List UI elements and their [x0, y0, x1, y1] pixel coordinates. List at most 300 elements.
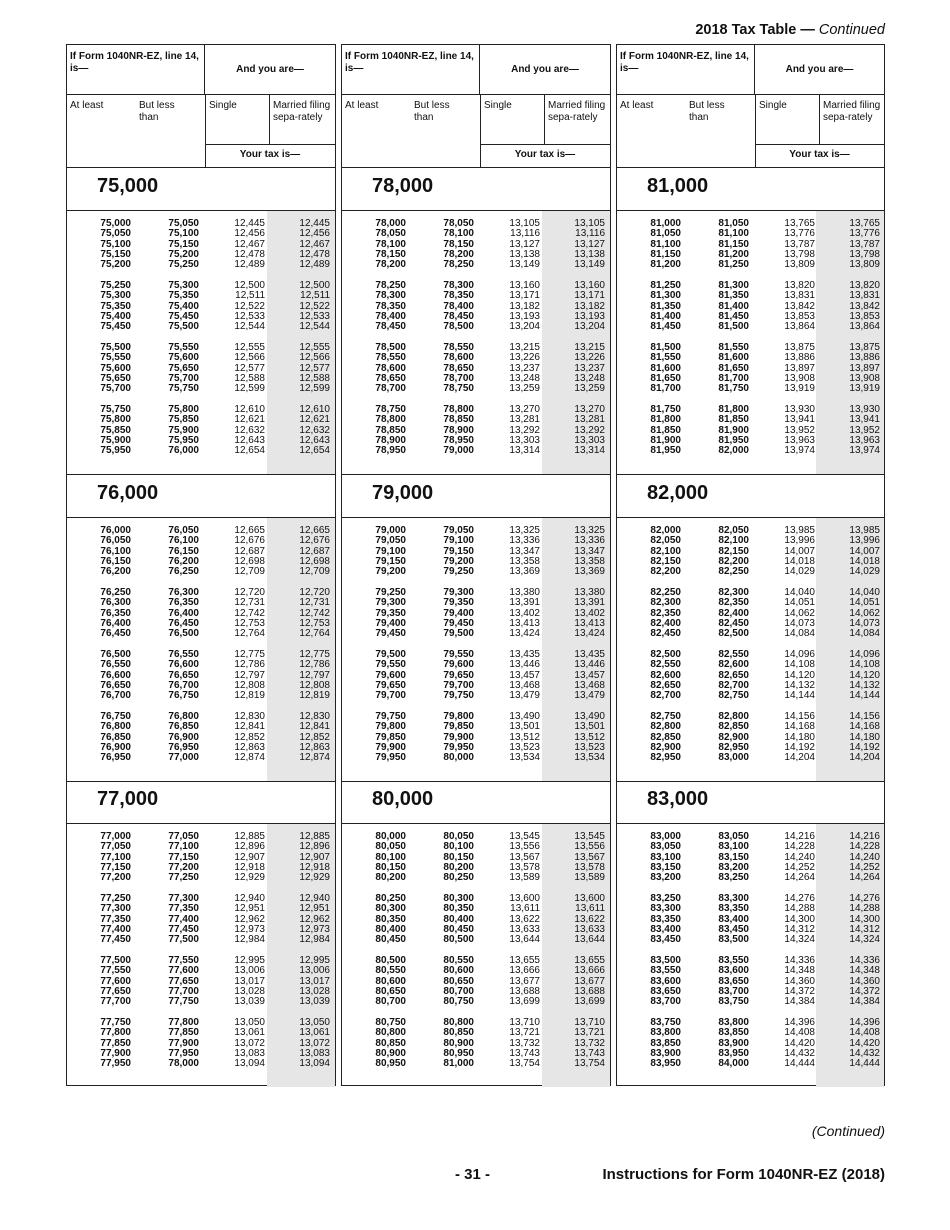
at-least-value: 83,200: [650, 872, 681, 884]
single-tax-value: 12,775: [234, 649, 265, 660]
single-tax-value: 13,523: [509, 741, 540, 753]
but-less-than-value: 77,500: [168, 934, 199, 946]
single-tax-value: 13,974: [784, 445, 815, 457]
but-less-than-value: 78,800: [443, 404, 474, 415]
but-less-than-value: 76,400: [168, 607, 199, 619]
married-separate-tax-value: 12,896: [299, 841, 330, 853]
at-least-value: 81,850: [650, 424, 681, 436]
but-less-than-value: 78,750: [443, 383, 474, 395]
but-less-than-value: 80,650: [443, 975, 474, 987]
at-least-value: 80,150: [375, 861, 406, 873]
but-less-than-value: 79,000: [443, 445, 474, 457]
married-separate-tax-value: 13,226: [574, 352, 605, 364]
at-least-value: 77,500: [100, 955, 131, 966]
married-separate-tax-value: 13,809: [849, 259, 880, 271]
row-group: [67, 894, 335, 945]
but-less-than-value: 77,750: [168, 996, 199, 1008]
single-tax-value: 12,577: [234, 362, 265, 374]
but-less-than-value: 75,500: [168, 321, 199, 333]
single-tax-value: 13,776: [784, 228, 815, 240]
at-least-value: 76,100: [100, 545, 131, 557]
single-tax-value: 14,040: [784, 587, 815, 598]
married-separate-tax-value: 14,300: [849, 913, 880, 925]
married-separate-tax-value: 12,665: [299, 525, 330, 536]
table-row: [67, 873, 335, 883]
at-least-value: 80,750: [375, 1017, 406, 1028]
but-less-than-value: 83,450: [718, 923, 749, 935]
married-separate-tax-value: 14,408: [849, 1027, 880, 1039]
at-least-value: 80,900: [375, 1047, 406, 1059]
married-separate-tax-value: 14,096: [849, 649, 880, 660]
married-separate-tax-value: 13,578: [574, 861, 605, 873]
but-less-than-value: 79,750: [443, 690, 474, 702]
married-separate-tax-value: 12,654: [299, 445, 330, 457]
if-form-label: If Form 1040NR-EZ, line 14, is—: [67, 45, 205, 95]
single-tax-value: 12,830: [234, 711, 265, 722]
single-tax-value: 13,567: [509, 851, 540, 863]
table-column: [341, 44, 611, 1086]
married-separate-tax-value: 13,193: [574, 310, 605, 322]
single-tax-value: 13,765: [784, 218, 815, 229]
married-separate-tax-value: 14,084: [849, 628, 880, 640]
but-less-than-value: 83,400: [718, 913, 749, 925]
but-less-than-value: 82,200: [718, 555, 749, 567]
at-least-value: 83,500: [650, 955, 681, 966]
but-less-than-value: 75,950: [168, 434, 199, 446]
but-less-than-value: 76,350: [168, 597, 199, 609]
row-group: [617, 1018, 884, 1069]
at-least-value: 83,650: [650, 985, 681, 997]
tax-table: [66, 44, 885, 1086]
but-less-than-value: 76,000: [168, 445, 199, 457]
but-less-than-value: 76,950: [168, 741, 199, 753]
single-tax-value: 14,204: [784, 752, 815, 764]
at-least-value: 83,850: [650, 1037, 681, 1049]
table-row: [67, 260, 335, 270]
married-separate-tax-value: 12,489: [299, 259, 330, 271]
married-filing-separately-label: Married filing sepa-rately: [544, 95, 610, 144]
single-tax-value: 13,908: [784, 372, 815, 384]
table-row: [342, 446, 610, 456]
single-tax-value: 12,456: [234, 228, 265, 240]
but-less-than-value: 83,800: [718, 1017, 749, 1028]
row-group: [342, 588, 610, 639]
single-tax-value: 14,216: [784, 831, 815, 842]
married-separate-tax-value: 12,478: [299, 248, 330, 260]
income-band-label: 83,000: [647, 788, 709, 810]
but-less-than-value: 82,600: [718, 659, 749, 671]
but-less-than-value: 81,450: [718, 310, 749, 322]
but-less-than-value: 76,700: [168, 679, 199, 691]
married-separate-tax-value: 12,566: [299, 352, 330, 364]
but-less-than-value: 82,800: [718, 711, 749, 722]
at-least-value: 79,100: [375, 545, 406, 557]
at-least-value: 78,550: [375, 352, 406, 364]
but-less-than-value: 81,050: [718, 218, 749, 229]
married-separate-tax-value: 13,512: [574, 731, 605, 743]
single-tax-value: 12,621: [234, 414, 265, 426]
but-less-than-value: 77,900: [168, 1037, 199, 1049]
column-header: [342, 45, 610, 168]
single-tax-value: 13,875: [784, 342, 815, 353]
at-least-value: 81,050: [650, 228, 681, 240]
single-tax-value: 12,918: [234, 861, 265, 873]
single-tax-value: 13,930: [784, 404, 815, 415]
but-less-than-value: 82,000: [718, 445, 749, 457]
married-separate-tax-value: 13,006: [299, 965, 330, 977]
but-less-than-value: 77,400: [168, 913, 199, 925]
single-tax-value: 13,281: [509, 414, 540, 426]
married-separate-tax-value: 13,303: [574, 434, 605, 446]
at-least-value: 83,250: [650, 893, 681, 904]
married-separate-tax-value: 13,061: [299, 1027, 330, 1039]
single-tax-value: 13,985: [784, 525, 815, 536]
single-tax-value: 12,841: [234, 721, 265, 733]
at-least-value: 79,850: [375, 731, 406, 743]
single-tax-value: 13,314: [509, 445, 540, 457]
row-group: [67, 526, 335, 577]
single-tax-value: 12,863: [234, 741, 265, 753]
married-separate-tax-value: 13,039: [299, 996, 330, 1008]
but-less-than-value: 77,850: [168, 1027, 199, 1039]
married-separate-tax-value: 13,644: [574, 934, 605, 946]
at-least-value: 76,950: [100, 752, 131, 764]
single-tax-value: 13,402: [509, 607, 540, 619]
your-tax-is-label: Your tax is—: [514, 149, 576, 160]
but-less-than-value: 81,900: [718, 424, 749, 436]
row-group: [617, 832, 884, 883]
row-group: [342, 712, 610, 763]
table-row: [617, 873, 884, 883]
but-less-than-value: 80,350: [443, 903, 474, 915]
single-tax-value: 13,919: [784, 383, 815, 395]
married-separate-tax-value: 12,445: [299, 218, 330, 229]
but-less-than-value: 78,350: [443, 290, 474, 302]
at-least-value: 77,900: [100, 1047, 131, 1059]
married-separate-tax-value: 13,116: [575, 228, 605, 240]
but-less-than-value: 78,150: [443, 238, 474, 250]
single-tax-value: 12,731: [234, 597, 265, 609]
single-tax-value: 13,644: [509, 934, 540, 946]
single-tax-value: 14,432: [784, 1047, 815, 1059]
single-tax-value: 12,467: [234, 238, 265, 250]
income-band-label: 82,000: [647, 482, 709, 504]
single-tax-value: 14,408: [784, 1027, 815, 1039]
but-less-than-value: 82,750: [718, 690, 749, 702]
at-least-value: 75,000: [100, 218, 131, 229]
but-less-than-value: 80,850: [443, 1027, 474, 1039]
single-tax-value: 12,533: [234, 310, 265, 322]
at-least-value: 77,000: [100, 831, 131, 842]
single-tax-value: 13,028: [234, 985, 265, 997]
married-separate-tax-value: 14,120: [849, 669, 880, 681]
table-row: [342, 997, 610, 1007]
row-group: [617, 894, 884, 945]
single-tax-value: 13,248: [509, 372, 540, 384]
single-tax-value: 14,336: [784, 955, 815, 966]
married-separate-tax-value: 13,787: [849, 238, 880, 250]
at-least-value: 79,550: [375, 659, 406, 671]
row-group: [67, 1018, 335, 1069]
single-tax-value: 14,240: [784, 851, 815, 863]
but-less-than-value: 79,450: [443, 617, 474, 629]
but-less-than-value: 77,600: [168, 965, 199, 977]
table-row: [617, 322, 884, 332]
but-less-than-value: 80,100: [443, 841, 474, 853]
but-less-than-value: 75,100: [168, 228, 199, 240]
married-separate-tax-value: 13,985: [849, 525, 880, 536]
married-separate-tax-value: 13,468: [574, 679, 605, 691]
but-less-than-value: 77,450: [168, 923, 199, 935]
single-tax-value: 14,073: [784, 617, 815, 629]
income-band-label: 81,000: [647, 175, 709, 197]
at-least-value: 76,650: [100, 679, 131, 691]
table-row: [67, 997, 335, 1007]
married-separate-tax-value: 13,556: [574, 841, 605, 853]
single-tax-value: 13,171: [509, 290, 540, 302]
at-least-value: 77,800: [100, 1027, 131, 1039]
but-less-than-value: 79,050: [443, 525, 474, 536]
single-tax-value: 13,149: [509, 259, 540, 271]
continued-note: (Continued): [811, 1123, 885, 1139]
at-least-value: 82,200: [650, 566, 681, 578]
at-least-value: 79,950: [375, 752, 406, 764]
but-less-than-value: 79,600: [443, 659, 474, 671]
table-row: [617, 260, 884, 270]
table-row: [617, 935, 884, 945]
at-least-value: 81,950: [650, 445, 681, 457]
at-least-value: 79,300: [375, 597, 406, 609]
married-separate-tax-value: 12,874: [299, 752, 330, 764]
at-least-value: 75,800: [100, 414, 131, 426]
table-row: [342, 873, 610, 883]
row-group: [617, 405, 884, 456]
at-least-value: 78,150: [375, 248, 406, 260]
at-least-value: 83,400: [650, 923, 681, 935]
married-separate-tax-value: 13,281: [574, 414, 605, 426]
single-tax-value: 13,336: [509, 535, 540, 547]
at-least-value: 82,450: [650, 628, 681, 640]
but-less-than-value: 83,350: [718, 903, 749, 915]
table-row: [617, 997, 884, 1007]
table-row: [617, 567, 884, 577]
income-band-label: 78,000: [372, 175, 434, 197]
married-separate-tax-value: 12,555: [299, 342, 330, 353]
single-tax-value: 14,084: [784, 628, 815, 640]
married-separate-tax-value: 13,325: [574, 525, 605, 536]
at-least-value: 80,100: [375, 851, 406, 863]
at-least-value: 80,700: [375, 996, 406, 1008]
at-least-value: 77,400: [100, 923, 131, 935]
married-separate-tax-value: 12,907: [299, 851, 330, 863]
married-separate-tax-value: 12,819: [299, 690, 330, 702]
but-less-than-value: 78,950: [443, 434, 474, 446]
at-least-value: 82,250: [650, 587, 681, 598]
single-tax-value: 13,600: [509, 893, 540, 904]
at-least-value: 82,600: [650, 669, 681, 681]
but-less-than-value: 81,500: [718, 321, 749, 333]
married-separate-tax-value: 13,996: [849, 535, 880, 547]
at-least-value: 78,400: [375, 310, 406, 322]
married-separate-tax-value: 13,083: [299, 1047, 330, 1059]
married-separate-tax-value: 14,444: [849, 1058, 880, 1070]
and-you-are-label: And you are—: [755, 45, 884, 95]
married-separate-tax-value: 14,384: [849, 996, 880, 1008]
but-less-than-value: 81,200: [718, 248, 749, 260]
but-less-than-value: 76,100: [168, 535, 199, 547]
married-separate-tax-value: 14,252: [849, 861, 880, 873]
but-less-than-value: 77,550: [168, 955, 199, 966]
but-less-than-value: 78,250: [443, 259, 474, 271]
single-tax-value: 14,276: [784, 893, 815, 904]
married-separate-tax-value: 14,372: [849, 985, 880, 997]
married-separate-tax-value: 13,028: [299, 985, 330, 997]
married-separate-tax-value: 13,072: [299, 1037, 330, 1049]
table-row: [342, 384, 610, 394]
married-separate-tax-value: 14,216: [849, 831, 880, 842]
single-tax-value: 13,842: [784, 300, 815, 312]
table-row: [617, 691, 884, 701]
single-tax-value: 13,611: [510, 903, 540, 915]
single-tax-value: 12,643: [234, 434, 265, 446]
at-least-value: 81,250: [650, 280, 681, 291]
single-tax-value: 12,995: [234, 955, 265, 966]
at-least-value: 78,050: [375, 228, 406, 240]
but-less-than-value: 80,000: [443, 752, 474, 764]
but-less-than-value: 75,750: [168, 383, 199, 395]
single-tax-value: 13,039: [234, 996, 265, 1008]
single-tax-value: 12,819: [234, 690, 265, 702]
at-least-value: 79,700: [375, 690, 406, 702]
married-separate-tax-value: 13,479: [574, 690, 605, 702]
but-less-than-value: 81,950: [718, 434, 749, 446]
single-tax-value: 12,720: [234, 587, 265, 598]
married-separate-tax-value: 14,204: [849, 752, 880, 764]
at-least-value: 79,250: [375, 587, 406, 598]
single-tax-value: 13,655: [509, 955, 540, 966]
single-tax-value: 12,753: [234, 617, 265, 629]
single-tax-value: 13,721: [509, 1027, 540, 1039]
but-less-than-value: 79,100: [443, 535, 474, 547]
but-less-than-value: 79,550: [443, 649, 474, 660]
but-less-than-value: 75,550: [168, 342, 199, 353]
at-least-value: 78,200: [375, 259, 406, 271]
single-tax-value: 13,292: [509, 424, 540, 436]
married-separate-tax-value: 13,655: [574, 955, 605, 966]
header-divider: [755, 144, 884, 145]
but-less-than-value: 79,400: [443, 607, 474, 619]
income-band-heading: [67, 167, 335, 211]
at-least-value: 78,450: [375, 321, 406, 333]
single-tax-value: 13,072: [234, 1037, 265, 1049]
but-less-than-value: 79,150: [443, 545, 474, 557]
but-less-than-value: 79,500: [443, 628, 474, 640]
single-tax-value: 13,831: [784, 290, 815, 302]
but-less-than-value: 81,100: [718, 228, 749, 240]
married-separate-tax-value: 13,864: [849, 321, 880, 333]
married-separate-tax-value: 13,622: [574, 913, 605, 925]
row-group: [617, 281, 884, 332]
but-less-than-value: 79,650: [443, 669, 474, 681]
but-less-than-value: 76,050: [168, 525, 199, 536]
income-band-heading: [67, 474, 335, 518]
married-separate-tax-value: 14,240: [849, 851, 880, 863]
married-separate-tax-value: 12,632: [299, 424, 330, 436]
single-tax-value: 12,797: [234, 669, 265, 681]
at-least-value: 80,250: [375, 893, 406, 904]
married-separate-tax-value: 14,348: [849, 965, 880, 977]
at-least-value: 83,750: [650, 1017, 681, 1028]
married-separate-tax-value: 14,051: [849, 597, 880, 609]
married-separate-tax-value: 12,467: [299, 238, 330, 250]
at-least-value: 82,700: [650, 690, 681, 702]
at-least-value: 83,800: [650, 1027, 681, 1039]
income-band-heading: [342, 167, 610, 211]
at-least-value: 82,100: [650, 545, 681, 557]
but-less-than-value: 77,000: [168, 752, 199, 764]
married-separate-tax-value: 13,963: [849, 434, 880, 446]
married-separate-tax-value: 12,588: [299, 372, 330, 384]
married-separate-tax-value: 12,852: [299, 731, 330, 743]
at-least-value: 81,800: [650, 414, 681, 426]
single-tax-value: 14,096: [784, 649, 815, 660]
but-less-than-value: 75,900: [168, 424, 199, 436]
married-separate-tax-value: 14,062: [849, 607, 880, 619]
married-separate-tax-value: 14,180: [849, 731, 880, 743]
single-tax-value: 14,420: [784, 1037, 815, 1049]
but-less-than-value: 75,050: [168, 218, 199, 229]
at-least-value: 80,850: [375, 1037, 406, 1049]
at-least-value: 77,450: [100, 934, 131, 946]
married-separate-tax-value: 13,270: [574, 404, 605, 415]
single-tax-value: 14,324: [784, 934, 815, 946]
table-row: [342, 753, 610, 763]
married-filing-separately-label: Married filing sepa-rately: [819, 95, 884, 144]
row-group: [67, 650, 335, 701]
single-tax-value: 13,325: [509, 525, 540, 536]
married-separate-tax-value: 14,132: [849, 679, 880, 691]
but-less-than-value: 81,400: [718, 300, 749, 312]
at-least-value: 81,100: [650, 238, 681, 250]
at-least-value: 76,000: [100, 525, 131, 536]
at-least-value: 76,250: [100, 587, 131, 598]
single-tax-value: 13,589: [509, 872, 540, 884]
but-less-than-value: 76,200: [168, 555, 199, 567]
at-least-value: 77,100: [100, 851, 131, 863]
single-tax-value: 13,094: [234, 1058, 265, 1070]
at-least-value: 79,650: [375, 679, 406, 691]
at-least-value: 81,550: [650, 352, 681, 364]
but-less-than-value: 75,350: [168, 290, 199, 302]
but-less-than-value: 82,650: [718, 669, 749, 681]
row-group: [67, 343, 335, 394]
row-group: [617, 219, 884, 270]
married-separate-tax-value: 14,073: [849, 617, 880, 629]
at-least-value: 76,800: [100, 721, 131, 733]
single-tax-value: 12,709: [234, 566, 265, 578]
at-least-value: 83,050: [650, 841, 681, 853]
single-tax-value: 13,754: [509, 1058, 540, 1070]
married-separate-tax-value: 13,182: [574, 300, 605, 312]
married-separate-tax-value: 13,732: [574, 1037, 605, 1049]
table-row: [67, 567, 335, 577]
single-tax-value: 13,105: [509, 218, 540, 229]
but-less-than-value: 80,050: [443, 831, 474, 842]
married-separate-tax-value: 14,007: [849, 545, 880, 557]
married-separate-tax-value: 14,396: [849, 1017, 880, 1028]
at-least-value: 80,600: [375, 975, 406, 987]
at-least-value: 82,850: [650, 731, 681, 743]
